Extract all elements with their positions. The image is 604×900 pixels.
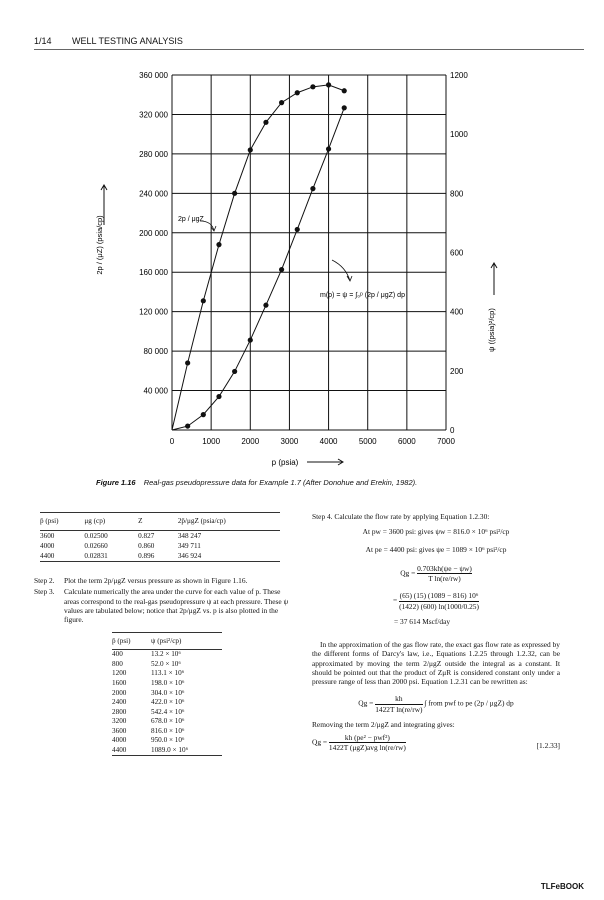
equation-lhs: Qg = [400,568,416,578]
table-cell: 348 247 [177,532,202,540]
removing-term-text: Removing the term 2/μgZ and integrating gives: [312,719,455,729]
equation-fraction [399,591,479,611]
data-point [295,90,300,95]
table-cell: 0.02500 [84,532,108,540]
left-axis-label: 2p / (μZ) (psia/cp) [95,215,104,275]
equation-fraction [329,733,406,753]
table-header: p̄ (psi) [40,517,59,525]
table-cell: 1200 [112,669,127,678]
table-row [112,669,222,679]
right-axis-label-group [487,263,497,352]
table-row [112,736,222,746]
table-cell: 198.0 × 10⁶ [150,678,185,687]
right-tick-label: 600 [450,248,464,258]
table-row [112,746,222,756]
table-cell: 1089.0 × 10⁶ [150,746,189,755]
left-tick-label: 120 000 [139,307,168,317]
chart-series [172,82,347,430]
right-tick-label: 800 [450,189,464,199]
annotation-arrow-right [332,260,352,281]
equation-equals: = [393,595,398,605]
step-text: Plot the term 2p/μgZ versus pressure as shown in Figure 1.16. [64,576,248,585]
left-tick-label: 240 000 [139,189,168,199]
step-2 [34,576,296,585]
table-cell: 4400 [112,746,127,755]
table-header-row [40,513,280,531]
data-point [232,191,237,196]
table-cell: 950.0 × 10⁶ [150,736,185,745]
right-axis-label: ψ ((psia)²/cp) [487,308,496,352]
left-tick-label: 80 000 [143,347,168,357]
series-line-2p-over-mu-z [172,85,344,430]
step-label: Step 4. [312,512,333,521]
data-point [310,186,315,191]
data-point [279,100,284,105]
table-row [40,541,280,551]
left-axis-ticks [139,71,168,396]
left-tick-label: 360 000 [139,71,168,80]
table-row [40,551,280,562]
table-row [112,717,222,727]
equation-lhs: Qg = [312,737,328,747]
pseudopressure-table-body [112,649,222,756]
equation-fraction [375,694,422,714]
table-cell: 0.827 [138,532,155,540]
data-point [342,105,347,110]
data-point [232,369,237,374]
equation-numerator: kh (pe² − pwf²) [344,733,390,742]
table-header-row [112,633,222,650]
table-cell: 304.0 × 10⁶ [150,688,185,697]
right-axis-ticks [450,71,468,435]
data-point [295,227,300,232]
running-title: WELL TESTING ANALYSIS [72,36,183,46]
data-point [248,337,253,342]
right-column [312,512,560,757]
flow-rate-substitution [312,591,560,611]
equation-fraction [417,564,472,584]
equation-denominator: (1422) (600) ln(1000/0.25) [399,601,479,611]
table-header: Z [138,517,143,525]
flow-rate-result: = 37 614 Mscf/day [394,616,451,626]
step-4 [312,512,560,521]
table-cell: 400 [112,650,123,659]
step-text: Calculate numerically the area under the curve for each value of p. These areas correspond to the real-gas pseudopressure ψ at each pressure. These ψ values are tabulated below; notice that 2p/μgZ vs. p is also plotted in the figure. [64,587,289,624]
flow-rate-equation [312,564,560,584]
x-axis-arrow [307,459,343,465]
table-cell: 0.860 [138,542,155,550]
x-tick-label: 3000 [280,437,299,446]
header-rule [34,49,584,50]
pw-condition: At pw = 3600 psi: gives ψw = 816.0 × 10⁶ psi²/cp [362,527,510,537]
curve-annotation-pseudopressure: m(p) = ψ = ∫₀ᵖ (2p / μgZ) dp [320,292,405,299]
data-point [185,423,190,428]
table-header: μg (cp) [84,517,106,525]
data-point [310,84,315,89]
data-point [263,120,268,125]
data-point [216,394,221,399]
right-tick-label: 400 [450,307,464,317]
data-point [185,360,190,365]
x-axis-ticks [170,437,456,446]
table-cell: 4000 [112,736,127,745]
equation-denominator: 1422T (μgZ)avg ln(re/rw) [328,743,406,753]
table-cell: 0.02831 [84,552,108,560]
table-cell: 542.4 × 10⁶ [150,707,185,716]
right-tick-label: 0 [450,426,455,435]
x-axis-label: p (psia) [271,458,299,467]
equation-numerator: 0.703kh(ψe − ψw) [417,563,472,573]
left-column [34,512,296,756]
table-header: p̄ (psi) [112,636,131,645]
figure-caption-text: Real-gas pseudopressure data for Example 1.7 (After Donohue and Erekin, 1982). [143,478,418,487]
table-cell: 113.1 × 10⁶ [150,669,185,678]
data-point [248,147,253,152]
approximation-paragraph: In the approximation of the gas flow rate, the exact gas flow rate as expressed by the different forms of Darcy's law, i.e., Equations 1.2.25 through 1.2.32, can be approximated by moving the term 2/μgZ outside the integral as a constant. It should be pointed out that the product of ZμR is considered constant only under a pressure range of less than 2000 psi. Equation 1.2.31 can be rewritten as: [312,640,560,686]
x-tick-label: 0 [169,437,175,446]
table-row [112,679,222,689]
x-tick-label: 5000 [358,437,377,446]
table-cell: 1600 [112,678,127,687]
table-row [40,531,280,542]
table-cell: 13.2 × 10⁶ [150,650,181,659]
page-number: 1/14 [34,36,52,46]
pseudopressure-table [112,632,222,756]
figure-label: Figure 1.16 [96,478,136,487]
chart-grid [172,75,446,430]
pseudopressure-chart [0,55,604,475]
table-cell: 0.896 [138,552,155,560]
table-header: 2p̄/μgZ (psia/cp) [177,517,226,525]
table-cell: 816.0 × 10⁶ [150,726,185,735]
step-label: Step 2. [34,576,55,585]
data-point [326,146,331,151]
pe-condition: At pe = 4400 psi: gives ψe = 1089 × 10⁶ psi²/cp [365,544,507,554]
table-row [112,659,222,669]
table-cell: 346 924 [177,552,202,560]
left-tick-label: 280 000 [139,149,168,159]
table-cell: 3600 [40,532,55,540]
equation-denominator: T ln(re/rw) [417,573,472,583]
table-cell: 422.0 × 10⁶ [150,698,185,707]
left-tick-label: 200 000 [139,228,168,238]
left-tick-label: 320 000 [139,110,168,120]
right-tick-label: 1000 [450,130,468,140]
table-cell: 52.0 × 10⁶ [150,659,181,668]
right-axis-arrow [491,263,497,295]
step-label: Step 3. [34,587,55,597]
curve-annotation-2p-over-mu-z: 2p / μgZ [178,216,204,223]
x-tick-label: 1000 [202,437,221,446]
data-point [201,412,206,417]
table-cell: 2000 [112,688,127,697]
table-cell: 0.02660 [84,542,108,550]
data-point [326,82,331,87]
table-cell: 349 711 [177,542,201,550]
equation-number: [1.2.33] [536,741,560,750]
equation-numerator: (65) (15) (1089 − 816) 10⁶ [399,591,479,601]
x-tick-label: 6000 [397,437,416,446]
table-header: ψ (psi²/cp) [150,636,182,645]
data-point [342,88,347,93]
table-cell: 4000 [40,542,55,550]
table-cell: 3600 [112,726,127,735]
gas-properties-table [40,512,280,562]
x-tick-label: 4000 [319,437,338,446]
series-line-pseudopressure [172,108,344,430]
data-point [201,298,206,303]
table-row [112,688,222,698]
data-point [263,303,268,308]
equation-integral: ∫ from pwf to pe (2p / μgZ) dp [424,698,514,708]
x-tick-label: 2000 [241,437,260,446]
table-cell: 800 [112,659,123,668]
integral-equation [312,694,560,714]
table-cell: 3200 [112,717,127,726]
left-tick-label: 40 000 [143,386,168,396]
figure-caption [96,478,417,487]
table-row [112,727,222,737]
right-tick-label: 200 [450,366,464,376]
equation-denominator: 1422T ln(re/rw) [375,704,423,714]
equation-1-2-33 [312,733,560,753]
table-row [112,649,222,659]
right-tick-label: 1200 [450,71,468,80]
table-cell: 2800 [112,707,127,716]
data-point [279,267,284,272]
left-tick-label: 160 000 [139,268,168,278]
page-header [34,36,183,46]
table-cell: 4400 [40,552,55,560]
left-axis-label-group [95,185,107,275]
step-3 [34,587,296,624]
x-tick-label: 7000 [437,437,455,446]
equation-numerator: kh [395,694,403,704]
equation-lhs: Qg = [358,698,374,708]
table-cell: 2400 [112,698,127,707]
footer-watermark: TLFeBOOK [540,882,584,891]
data-point [216,242,221,247]
table-cell: 678.0 × 10⁶ [150,717,185,726]
step-text: Calculate the flow rate by applying Equation 1.2.30: [334,512,490,521]
table-row [112,698,222,708]
table-row [112,707,222,717]
